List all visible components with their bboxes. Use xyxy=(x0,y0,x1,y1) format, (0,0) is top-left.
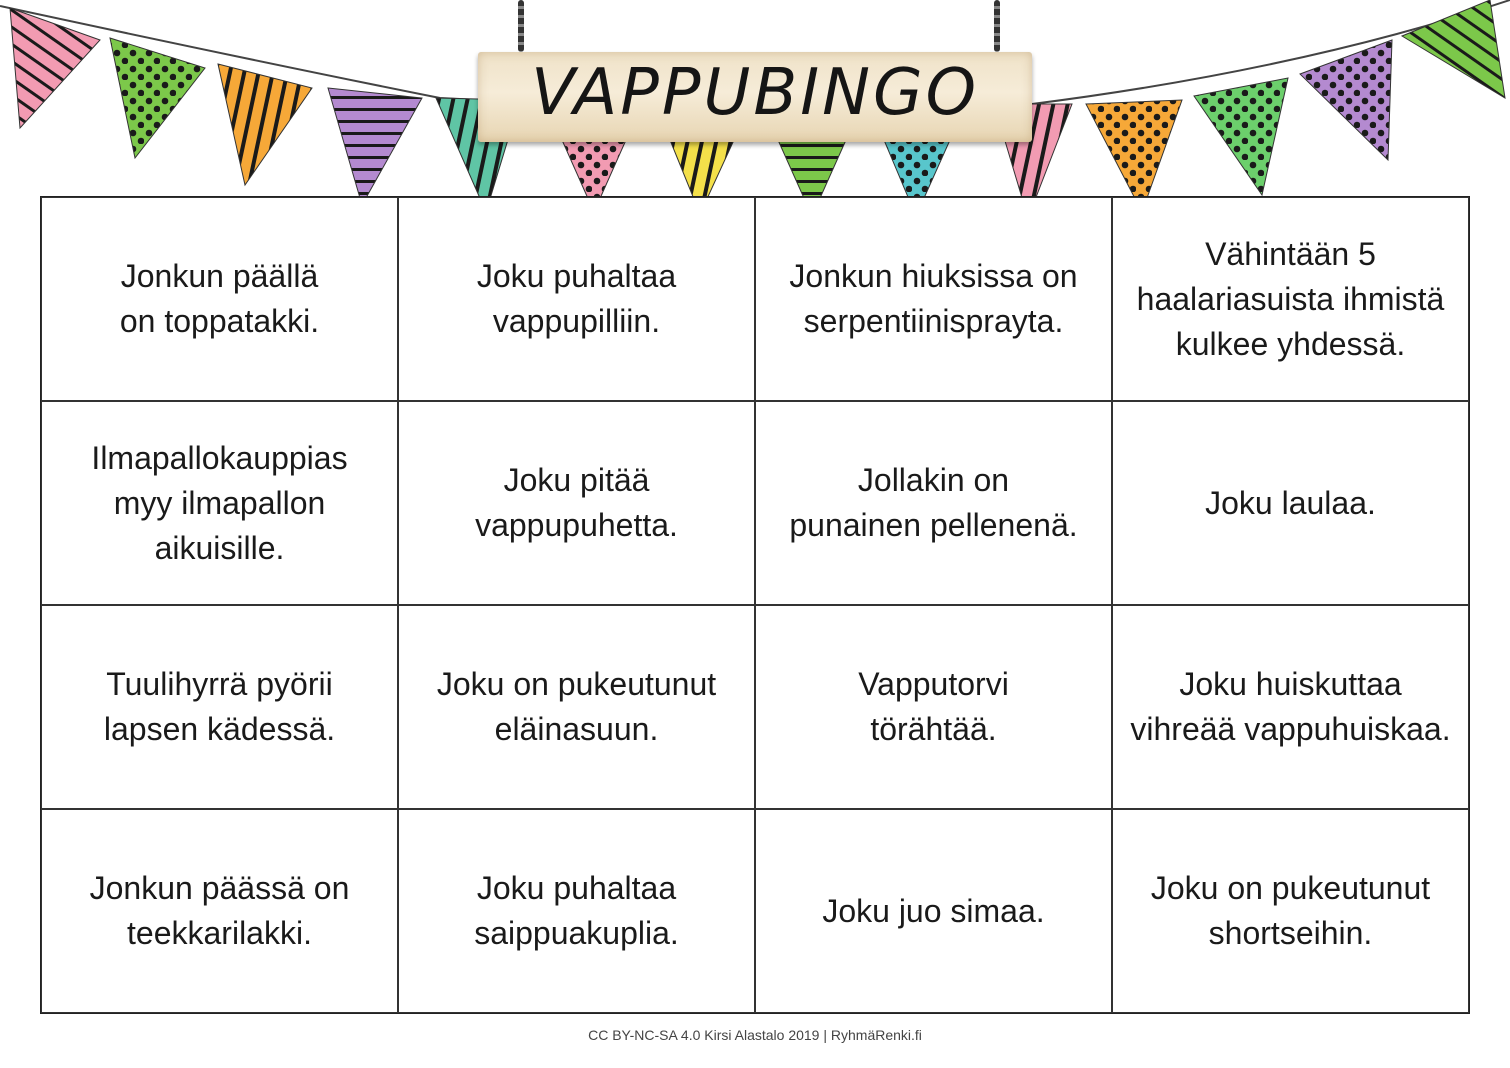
bingo-cell[interactable]: Jollakin on punainen pellenenä. xyxy=(755,401,1112,605)
bingo-grid xyxy=(40,196,1470,1014)
bingo-cell[interactable]: Jonkun päässä on teekkarilakki. xyxy=(41,809,398,1013)
bunting-flag xyxy=(218,64,312,185)
bingo-cell[interactable]: Vapputorvi törähtää. xyxy=(755,605,1112,809)
bingo-cell[interactable]: Jonkun hiuksissa on serpentiinisprayta. xyxy=(755,197,1112,401)
bunting-flag xyxy=(110,38,205,158)
bunting-flag xyxy=(328,88,422,205)
bunting-flag xyxy=(10,8,100,128)
bingo-cell[interactable]: Joku huiskuttaa vihreää vappuhuiskaa. xyxy=(1112,605,1469,809)
bunting-flag xyxy=(1194,78,1288,195)
bingo-cell[interactable]: Joku pitää vappupuhetta. xyxy=(398,401,755,605)
bingo-cell[interactable]: Joku on pukeutunut shortseihin. xyxy=(1112,809,1469,1013)
bingo-cell[interactable]: Joku puhaltaa saippuakuplia. xyxy=(398,809,755,1013)
footer-credit: CC BY-NC-SA 4.0 Kirsi Alastalo 2019 | RyhmäRenki.fi xyxy=(588,1027,922,1043)
title-sign xyxy=(478,52,1032,142)
bingo-cell[interactable]: Joku puhaltaa vappupilliin. xyxy=(398,197,755,401)
bingo-cell[interactable]: Vähintään 5 haalariasuista ihmistä kulkee yhdessä. xyxy=(1112,197,1469,401)
bingo-cell[interactable]: Jonkun päällä on toppatakki. xyxy=(41,197,398,401)
bunting-flag xyxy=(1300,40,1392,160)
bunting-flag xyxy=(1402,0,1505,98)
bingo-cell[interactable]: Tuulihyrrä pyörii lapsen kädessä. xyxy=(41,605,398,809)
bingo-cell[interactable]: Joku juo simaa. xyxy=(755,809,1112,1013)
sign-chain-right xyxy=(994,0,1000,52)
page-title: VAPPUBINGO xyxy=(531,56,979,130)
bingo-cell[interactable]: Ilmapallokauppias myy ilmapallon aikuisille. xyxy=(41,401,398,605)
bingo-cell[interactable]: Joku on pukeutunut eläinasuun. xyxy=(398,605,755,809)
bingo-cell[interactable]: Joku laulaa. xyxy=(1112,401,1469,605)
sign-chain-left xyxy=(518,0,524,52)
